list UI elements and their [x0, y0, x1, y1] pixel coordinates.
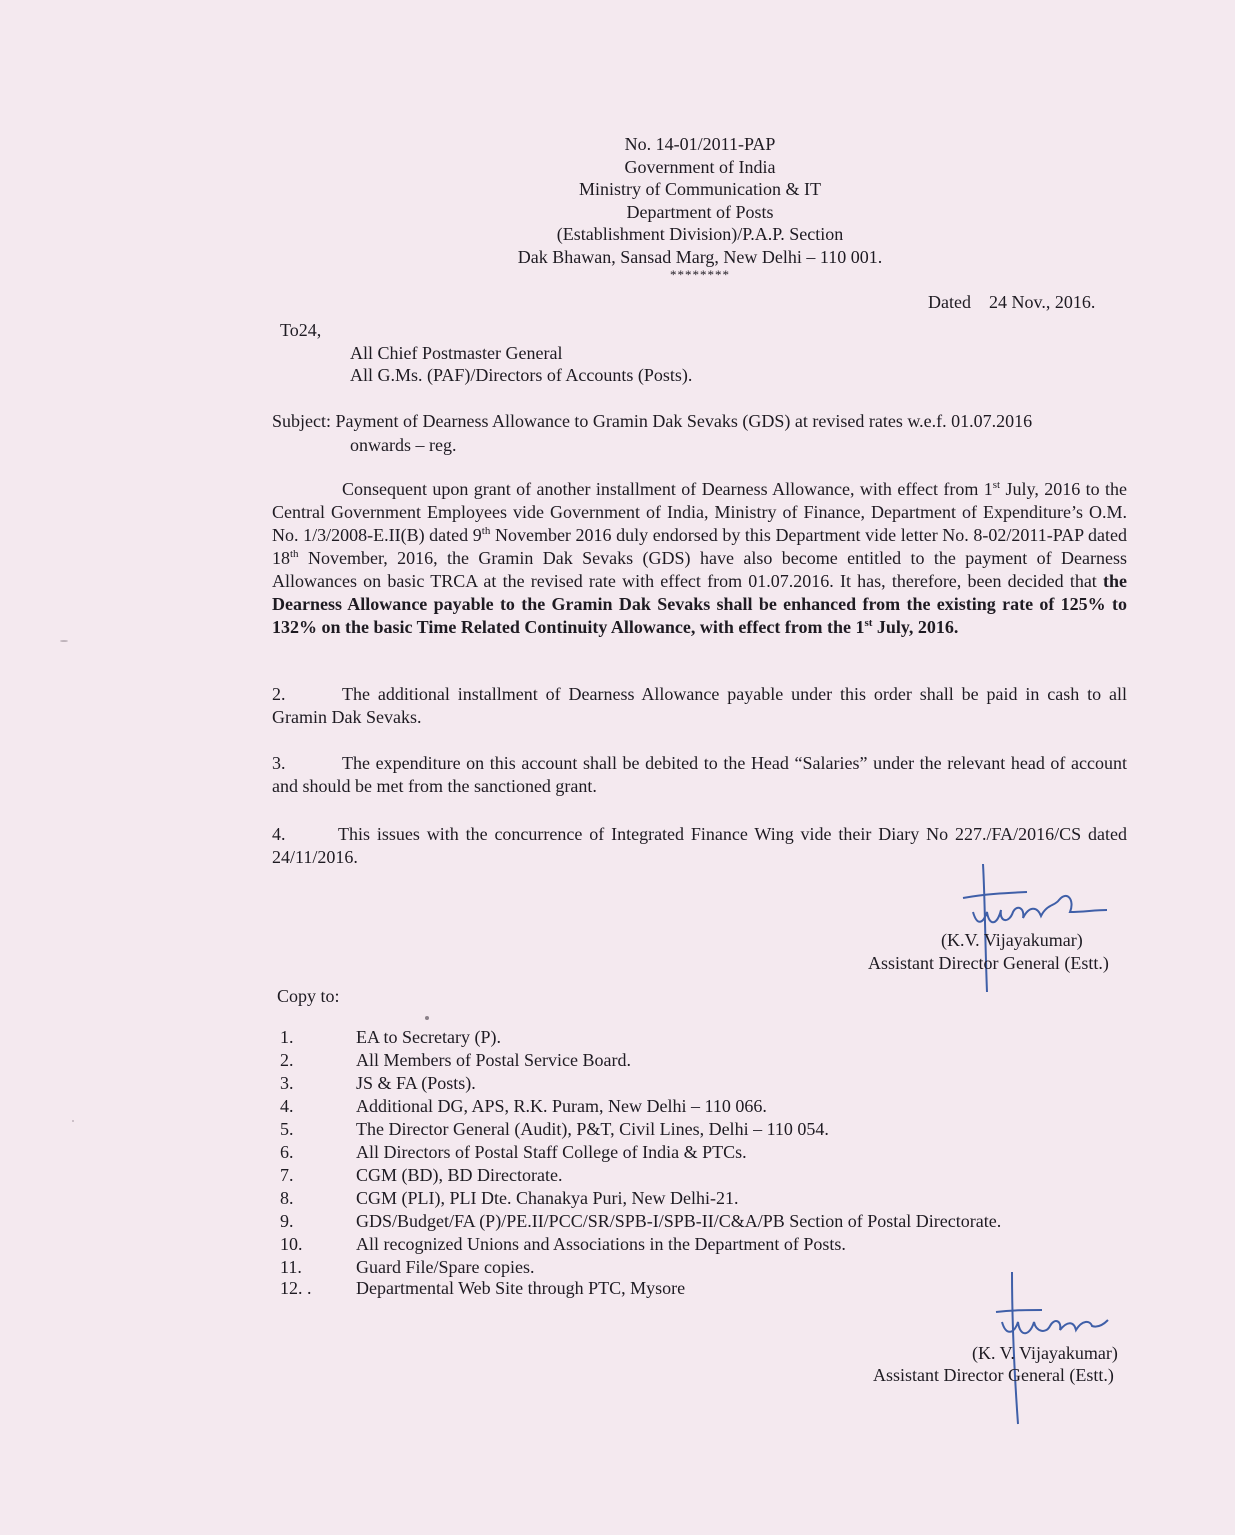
list-item-number: 2.: [280, 1050, 294, 1070]
list-item-text: CGM (BD), BD Directorate.: [356, 1165, 563, 1185]
list-item-text: All Directors of Postal Staff College of India & PTCs.: [356, 1142, 747, 1162]
para1-bold-sup: st: [864, 617, 873, 629]
subject-label: Subject:: [272, 411, 331, 431]
list-item: [280, 1072, 476, 1094]
list-item: [280, 1210, 1001, 1232]
para3-text: The expenditure on this account shall be debited to the Head “Salaries” under the relevant head of account and should be met from the sanctioned grant.: [272, 753, 1127, 796]
recipient-1: All Chief Postmaster General: [350, 343, 563, 363]
list-item-text: Guard File/Spare copies.: [356, 1257, 535, 1277]
subject-continuation: onwards – reg.: [350, 435, 457, 455]
signatory-title-1: Assistant Director General (Estt.): [868, 953, 1109, 973]
para1-text-c: November 2016 duly endorsed by this Department vide letter No. 8-02/2011-PAP dated 18: [272, 525, 1128, 568]
list-item-number: 7.: [280, 1165, 294, 1185]
signatory-title-2: Assistant Director General (Estt.): [873, 1365, 1114, 1385]
list-item-text: The Director General (Audit), P&T, Civil Lines, Delhi – 110 054.: [356, 1119, 829, 1139]
para1-sup-c: th: [290, 548, 299, 560]
para2-number: 2.: [272, 684, 286, 704]
list-item-text: JS & FA (Posts).: [356, 1073, 476, 1093]
scan-speck: [60, 640, 68, 642]
list-item: [280, 1141, 747, 1163]
list-item-number: 3.: [280, 1073, 294, 1093]
list-item: [280, 1026, 501, 1048]
list-item-text: Additional DG, APS, R.K. Puram, New Delhi – 110 066.: [356, 1096, 767, 1116]
list-item-text: GDS/Budget/FA (P)/PE.II/PCC/SR/SPB-I/SPB-II/C&A/PB Section of Postal Directorate.: [356, 1211, 1002, 1231]
paragraph-1: [272, 478, 1127, 639]
to-label: To24,: [280, 320, 322, 340]
para4-text: This issues with the concurrence of Integrated Finance Wing vide their Diary No 227./FA/2016/CS dated 24/11/2016.: [272, 824, 1127, 867]
list-item-number: 5.: [280, 1119, 294, 1139]
list-item-text: EA to Secretary (P).: [356, 1027, 501, 1047]
signatory-name-2: (K. V. Vijayakumar): [972, 1343, 1118, 1363]
list-item-number: 1.: [280, 1027, 294, 1047]
list-item: [280, 1187, 738, 1209]
list-item: [280, 1277, 685, 1299]
list-item: [280, 1118, 829, 1140]
scan-speck: [425, 1016, 429, 1020]
government-line: Government of India: [624, 156, 776, 177]
para1-bold-a: the Dearness Allowance payable to the Gramin Dak Sevaks shall be enhanced from the existing rate of 125% to 132% on the basic Time Related Continuity Allowance, with effect from the 1: [272, 571, 1127, 637]
address-line: Dak Bhawan, Sansad Marg, New Delhi – 110 001.: [517, 246, 883, 267]
list-item-number: 10.: [280, 1234, 303, 1254]
list-item-text: CGM (PLI), PLI Dte. Chanakya Puri, New Delhi-21.: [356, 1188, 739, 1208]
list-item-text: Departmental Web Site through PTC, Mysore: [356, 1278, 686, 1298]
list-item-number: 8.: [280, 1188, 294, 1208]
scan-speck: [72, 1120, 74, 1122]
para1-text-d: November, 2016, the Gramin Dak Sevaks (GDS) have also become entitled to the payment of Dearness Allowances on basic TRCA at the revised rate with effect from 01.07.2016. It has, therefore, been decided that: [272, 548, 1127, 591]
list-item-number: 9.: [280, 1211, 294, 1231]
list-item-text: All recognized Unions and Associations in the Department of Posts.: [356, 1234, 846, 1254]
para1-sup-b: th: [481, 525, 491, 537]
ministry-line: Ministry of Communication & IT: [579, 179, 821, 199]
para1-text-a: Consequent upon grant of another installment of Dearness Allowance, with effect from 1: [342, 479, 993, 499]
list-item: [280, 1164, 562, 1186]
division-line: (Establishment Division)/P.A.P. Section: [556, 224, 844, 244]
header-stars: ********: [670, 267, 730, 282]
paragraph-3: [272, 752, 1127, 798]
recipient-2: All G.Ms. (PAF)/Directors of Accounts (Posts).: [350, 365, 693, 385]
para1-text-b: July, 2016 to the Central Government Employees vide Government of India, Ministry of Finance, Department of Expenditure’s O.M. No. 1/3/2008-E.II(B) dated 9: [272, 479, 1128, 545]
letter-header: [440, 133, 960, 282]
para3-number: 3.: [272, 753, 286, 773]
list-item-number: 6.: [280, 1142, 294, 1162]
list-item-number: 11.: [280, 1257, 302, 1277]
para1-bold-b: July, 2016.: [872, 617, 959, 637]
signatory-name-1: (K.V. Vijayakumar): [941, 930, 1083, 950]
paragraph-2: [272, 683, 1127, 729]
list-item: [280, 1233, 846, 1255]
list-item: [280, 1256, 534, 1278]
date-value: 24 Nov., 2016.: [988, 292, 1096, 312]
list-item: [280, 1095, 767, 1117]
list-item-text: All Members of Postal Service Board.: [356, 1050, 631, 1070]
subject-line: [272, 410, 1032, 433]
para2-text: The additional installment of Dearness Allowance payable under this order shall be paid in cash to all Gramin Dak Sevaks.: [272, 684, 1127, 727]
date-label: Dated: [928, 292, 971, 312]
para4-number: 4.: [272, 824, 286, 844]
list-item-number: 12. .: [280, 1278, 312, 1298]
copy-to-label: Copy to:: [277, 986, 340, 1006]
reference-number: No. 14-01/2011-PAP: [624, 134, 776, 154]
list-item: [280, 1049, 631, 1071]
subject-text: Payment of Dearness Allowance to Gramin Dak Sevaks (GDS) at revised rates w.e.f. 01.07.2016: [335, 411, 1033, 431]
department-line: Department of Posts: [626, 201, 774, 222]
para1-sup-a: st: [992, 479, 1001, 491]
date-line: [928, 291, 1095, 314]
list-item-number: 4.: [280, 1096, 294, 1116]
